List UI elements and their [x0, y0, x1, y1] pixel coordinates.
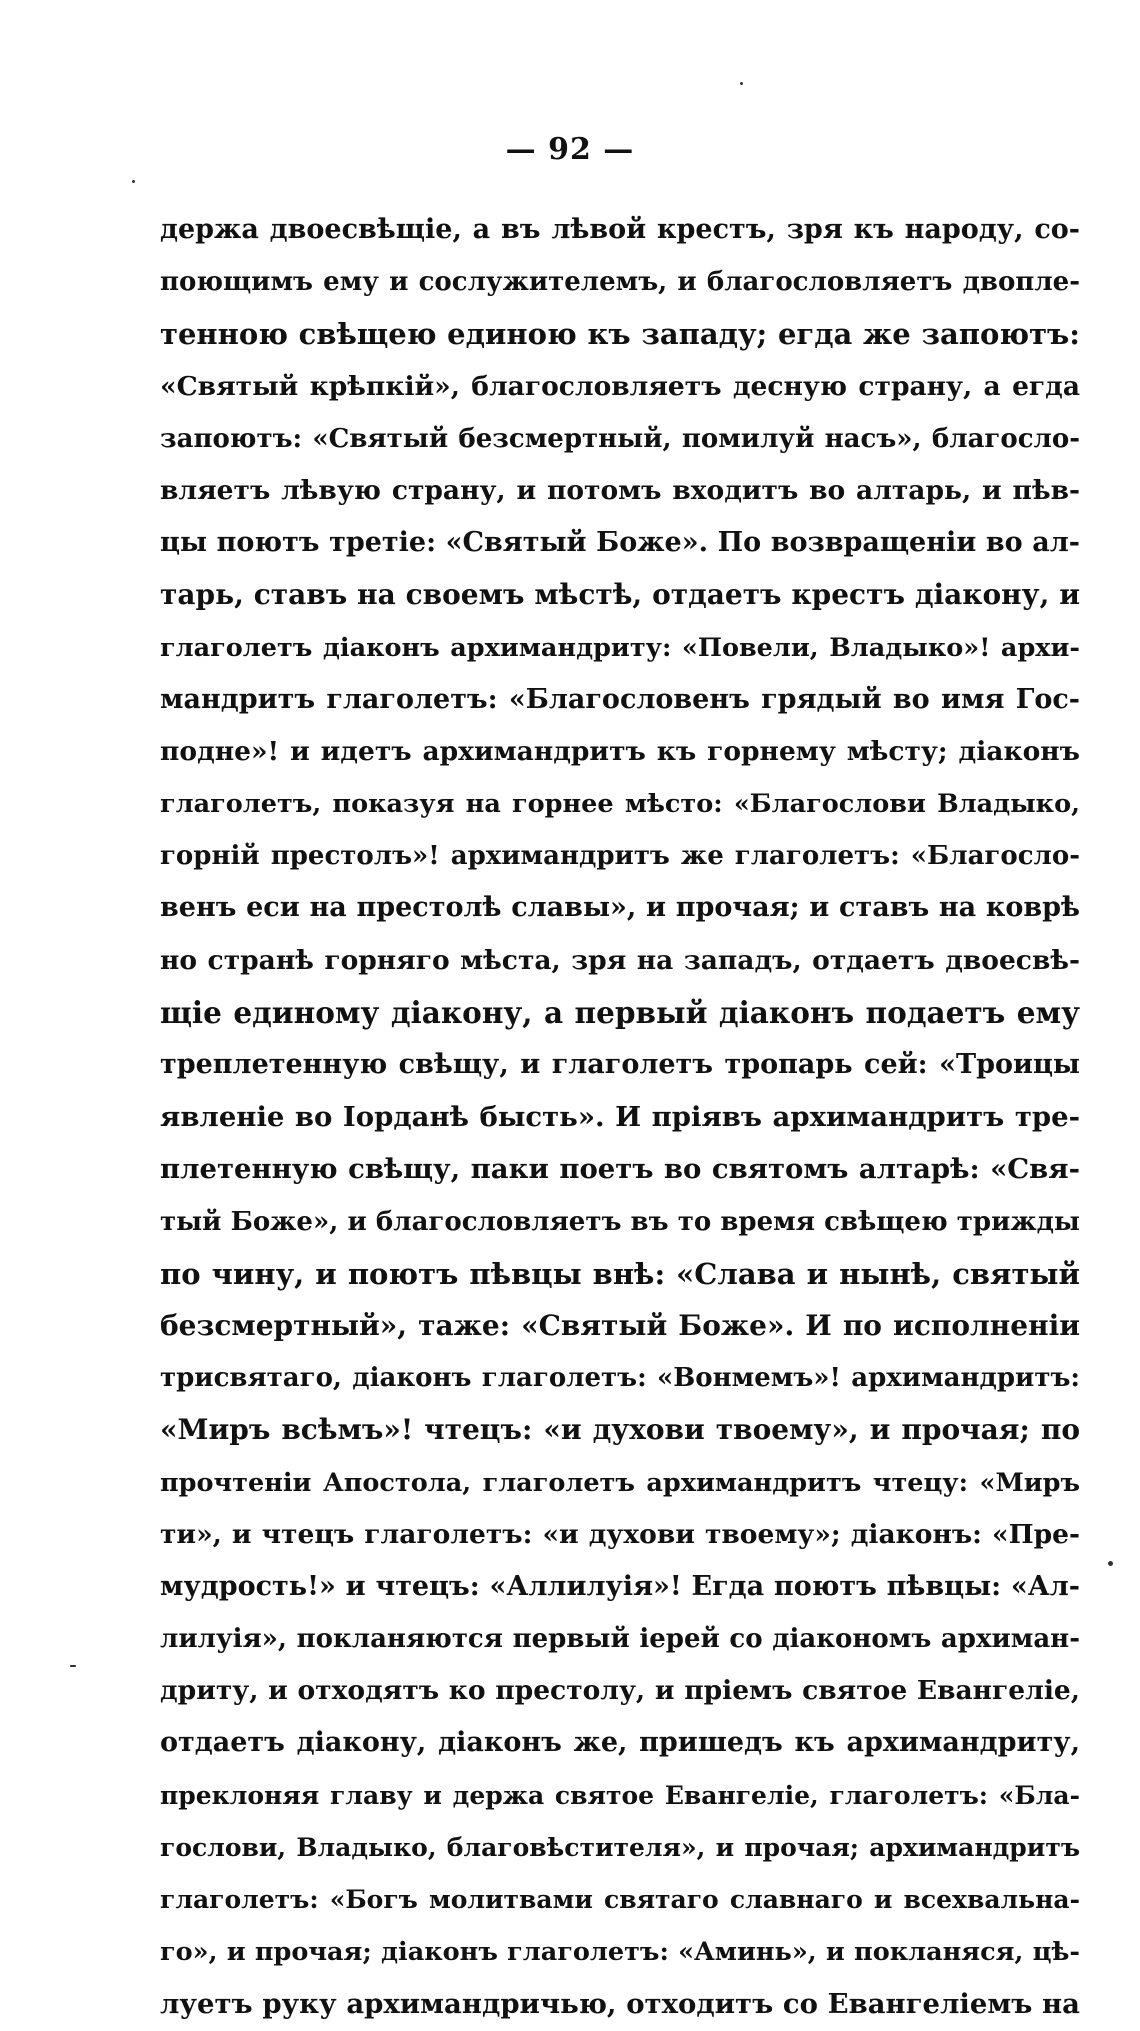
text-line: преклоняя главу и держа святое Евангеліе, глаголетъ: «Бла-: [160, 1780, 1080, 1810]
text-line: венъ еси на престолѣ славы», и прочая; и ставъ на коврѣ: [160, 892, 1080, 924]
text-line: явленіе во Іорданѣ бысть». И пріявъ архимандритъ тре-: [160, 1101, 1080, 1134]
text-line: прочтеніи Апостола, глаголетъ архимандритъ чтецу: «Миръ: [160, 1467, 1080, 1498]
text-line: по чину, и поютъ пѣвцы внѣ: «Слава и нынѣ, святый: [160, 1256, 1080, 1291]
text-line: «Миръ всѣмъ»! чтецъ: «и духови твоему», и прочая; по: [160, 1413, 1080, 1447]
text-line: горній престолъ»! архимандритъ же глаголетъ: «Благосло-: [160, 841, 1080, 872]
text-line: трисвятаго, діаконъ глаголетъ: «Вонмемъ»! архимандритъ:: [160, 1363, 1080, 1394]
text-line: тарь, ставъ на своемъ мѣстѣ, отдаетъ крестъ діакону, и: [160, 578, 1080, 612]
text-line: глаголетъ діаконъ архимандриту: «Повели, Владыко»! архи-: [160, 632, 1080, 663]
text-line: щіе единому діакону, а первый діаконъ подаетъ ему: [160, 994, 1080, 1030]
text-line: дриту, и отходятъ ко престолу, и пріемъ святое Евангеліе,: [160, 1675, 1080, 1707]
text-line: безсмертный», таже: «Святый Боже». И по исполненіи: [160, 1308, 1080, 1342]
text-line: глаголетъ: «Богъ молитвами святаго славнаго и всехвальна-: [160, 1885, 1080, 1914]
text-line: плетенную свѣщу, паки поетъ во святомъ алтарѣ: «Свя-: [160, 1153, 1080, 1186]
text-line: поющимъ ему и сослужителемъ, и благословляетъ двопле-: [160, 267, 1080, 298]
text-line: подне»! и идетъ архимандритъ къ горнему мѣсту; діаконъ: [160, 735, 1080, 767]
text-line: глаголетъ, показуя на горнее мѣсто: «Благослови Владыко,: [160, 789, 1080, 820]
scan-speck: [1108, 1561, 1113, 1566]
body-text: [160, 204, 1080, 2031]
page-number: — 92 —: [505, 132, 635, 167]
text-line: лилуія», покланяются первый іерей со діакономъ архиман-: [160, 1624, 1080, 1655]
text-line: мандритъ глаголетъ: «Благословенъ грядый во имя Гос-: [160, 683, 1080, 715]
text-line: го», и прочая; діаконъ глаголетъ: «Аминь», и покланяся, цѣ-: [160, 1937, 1080, 1968]
scan-speck: [740, 82, 743, 85]
text-line: но странѣ горняго мѣста, зря на западъ, отдаетъ двоесвѣ-: [160, 944, 1080, 976]
scan-speck: [70, 1665, 76, 1667]
scan-speck: [132, 180, 135, 183]
text-line: треплетенную свѣщу, и глаголетъ тропарь сей: «Троицы: [160, 1049, 1080, 1080]
text-line: мудрость!» и чтецъ: «Аллилуія»! Егда поютъ пѣвцы: «Ал-: [160, 1570, 1080, 1602]
text-line: луетъ руку архимандричью, отходитъ со Евангеліемъ на: [160, 1988, 1080, 2021]
text-line: держа двоесвѣщіе, а въ лѣвой крестъ, зря къ народу, со-: [160, 214, 1080, 245]
text-line: гослови, Владыко, благовѣстителя», и прочая; архимандритъ: [160, 1832, 1080, 1862]
text-line: ти», и чтецъ глаголетъ: «и духови твоему»; діаконъ: «Пре-: [160, 1518, 1080, 1550]
text-line: тенною свѣщею единою къ западу; егда же запоютъ:: [160, 317, 1080, 352]
text-line: вляетъ лѣвую страну, и потомъ входитъ во алтарь, и пѣв-: [160, 474, 1080, 506]
text-line: цы поютъ третіе: «Святый Боже». По возвращеніи во ал-: [160, 527, 1080, 559]
text-line: запоютъ: «Святый безсмертный, помилуй насъ», благосло-: [160, 423, 1080, 454]
text-line: «Святый крѣпкій», благословляетъ десную страну, а егда: [160, 370, 1080, 402]
text-line: тый Боже», и благословляетъ въ то время свѣщею трижды: [160, 1206, 1080, 1237]
text-line: отдаетъ діакону, діаконъ же, пришедъ къ архимандриту,: [160, 1727, 1080, 1759]
